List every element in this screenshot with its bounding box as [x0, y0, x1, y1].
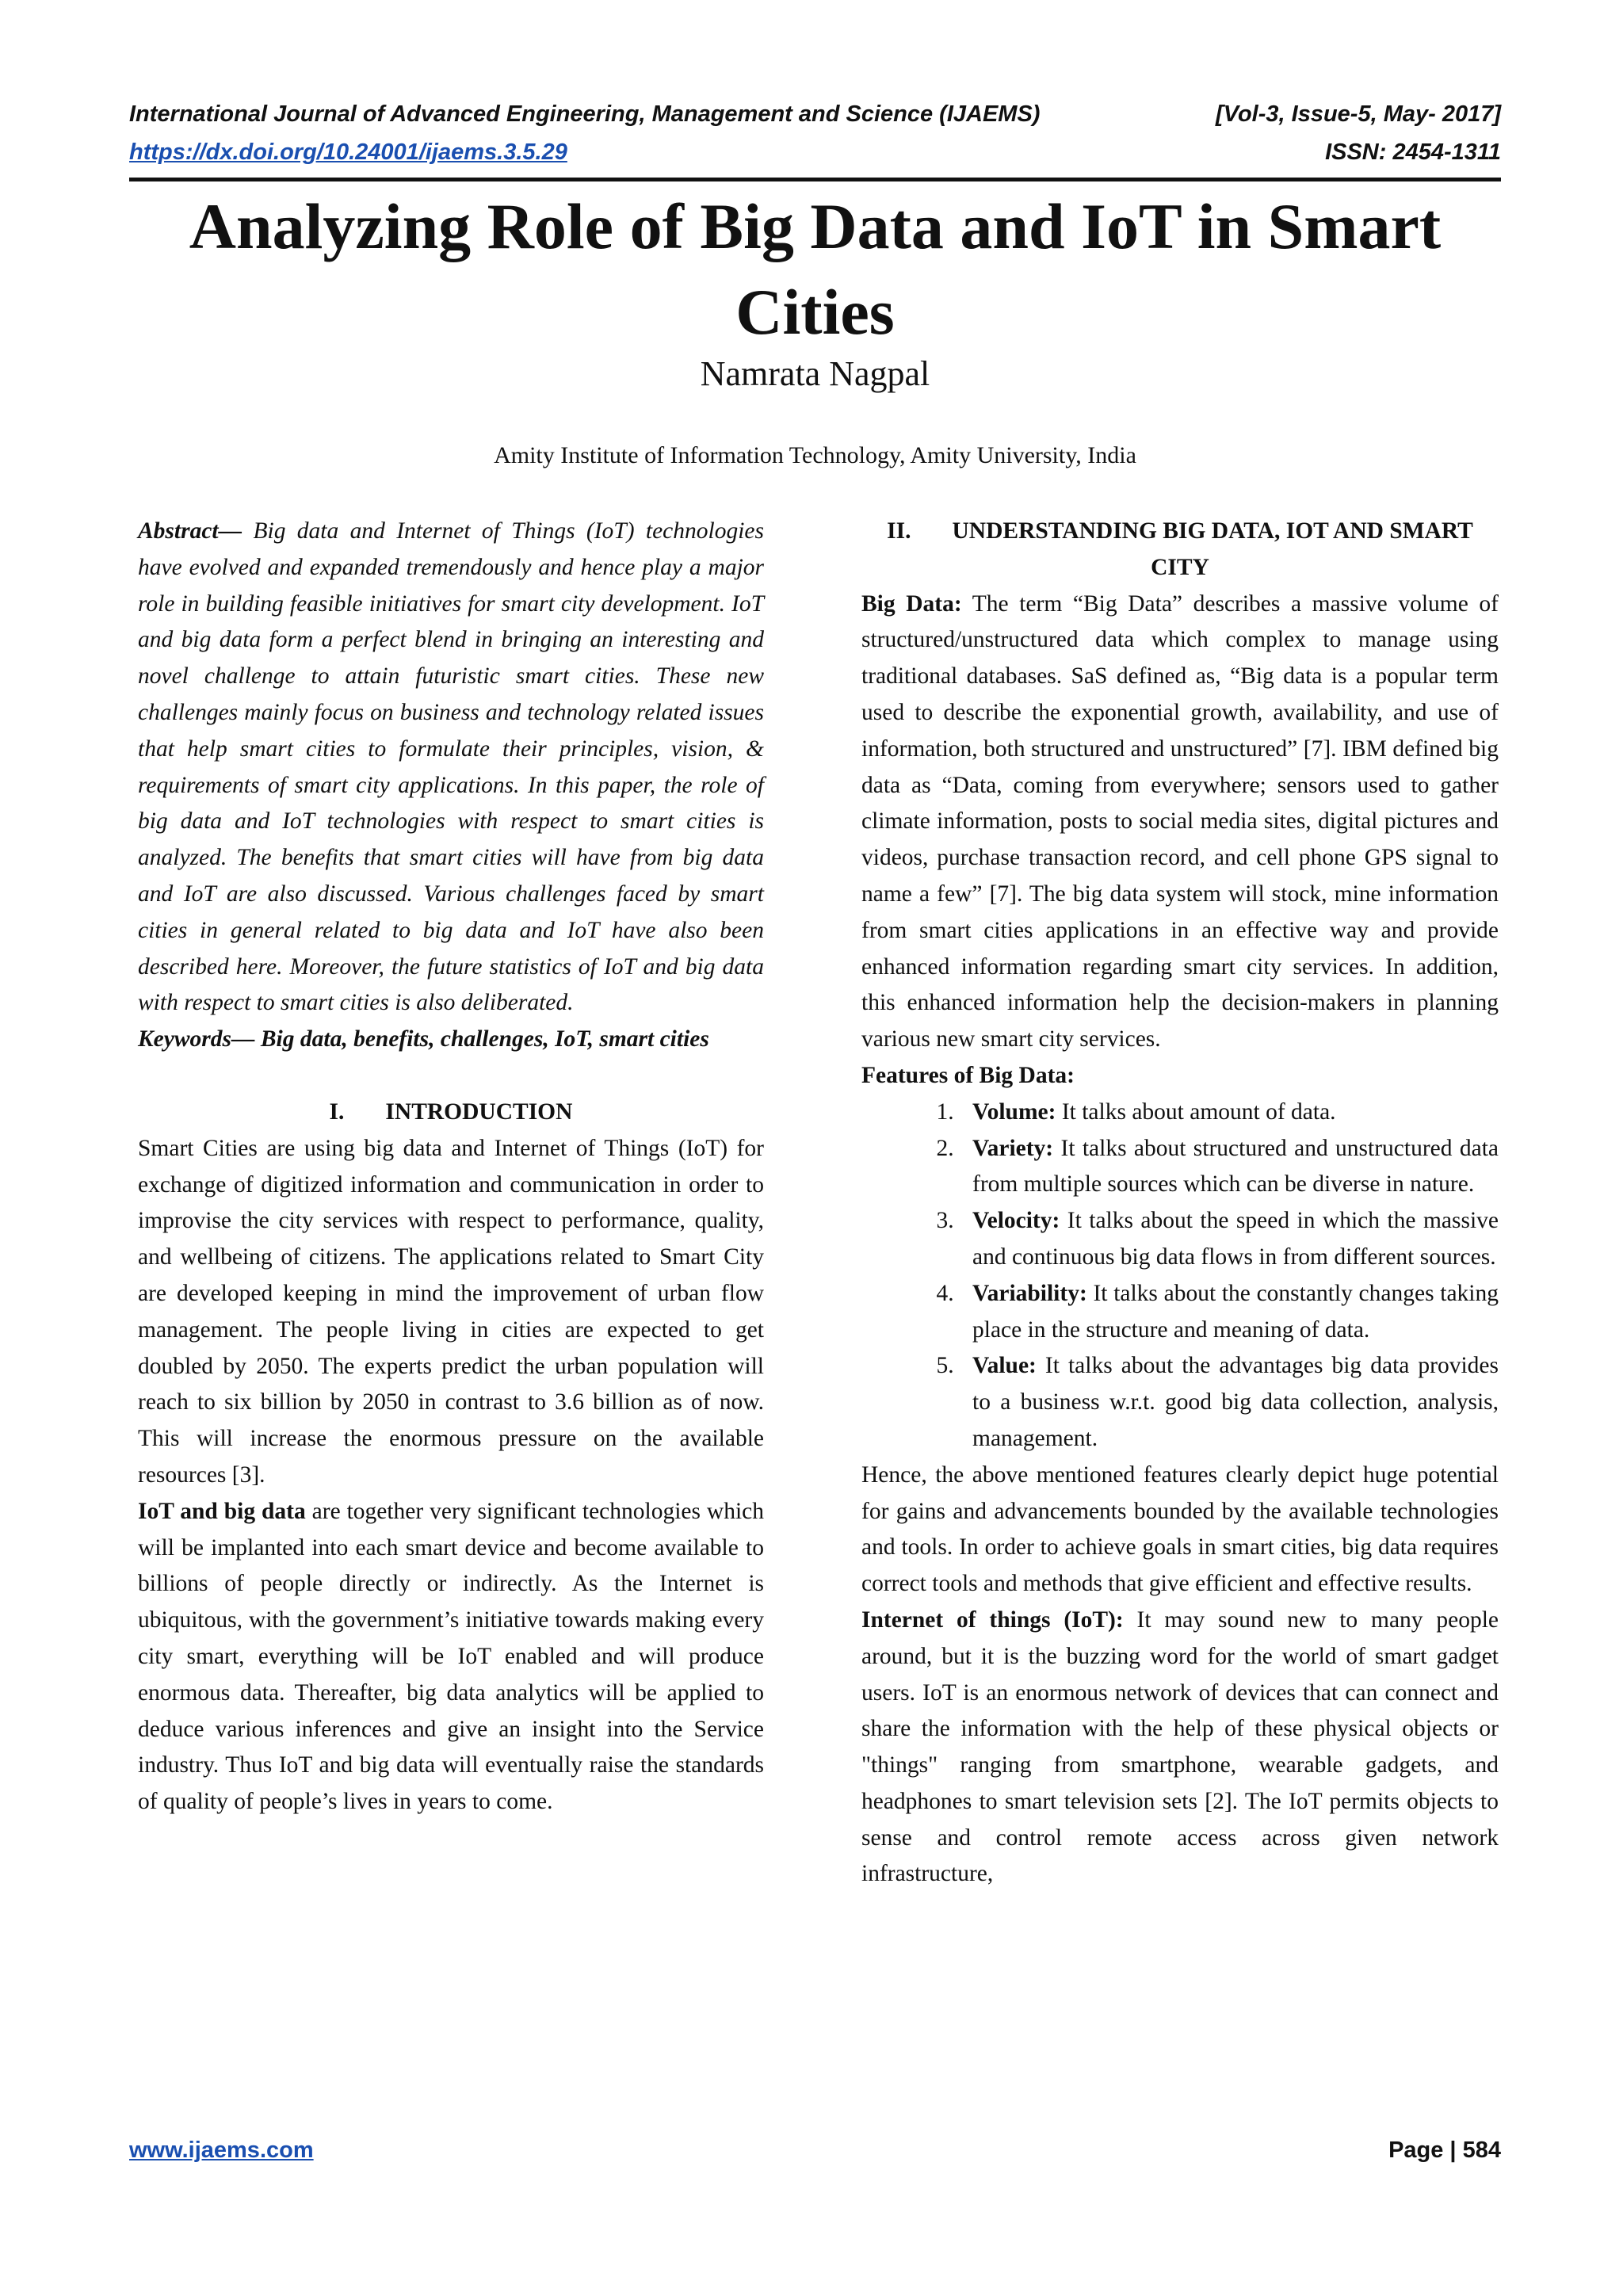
keywords — [138, 1022, 764, 1058]
paragraph-text: The term “Big Data” describes a massive volume of structured/unstructured data which complex to manage using traditional databases. SaS defined as, “Big data is a popular term used to describe the exponential growth, availability, and use of information, both structured and unstructured” [7]. IBM defined big data as “Data, coming from everywhere; sensors used to gather climate information, posts to social media sites, digital pictures and videos, purchase transaction record, and cell phone GPS signal to name a few” [7]. The big data system will stock, mine information from smart cities applications in an effective way and provide enhanced information regarding smart city services. In addition, this enhanced information help the decision-makers in planning various new smart city services. — [861, 590, 1499, 1052]
abstract-label: Abstract— — [138, 518, 242, 544]
section-title: INTRODUCTION — [385, 1098, 573, 1125]
paragraph-lead: IoT and big data — [138, 1498, 306, 1524]
list-item — [960, 1348, 1499, 1457]
paper-title: Analyzing Role of Big Data and IoT in Smart Cities — [189, 190, 1442, 348]
feature-term: Value: — [972, 1353, 1037, 1379]
doi-header — [129, 139, 1501, 166]
abstract-text: Big data and Internet of Things (IoT) technologies have evolved and expanded tremendously and hence play a major role in building feasible initiatives for smart city development. IoT and big data form a perfect blend in bringing an interesting and novel challenge to attain futuristic smart cities. These new challenges mainly focus on business and technology related issues that help smart cities to formulate their principles, vision, & requirements of smart city applications. In this paper, the role of big data and IoT technologies with respect to smart cities is analyzed. The benefits that smart cities will have from big data and IoT are also discussed. Various challenges faced by smart cities in general related to big data and IoT have also been described here. Moreover, the future statistics of IoT and big data with respect to smart cities is also deliberated. — [138, 518, 764, 1016]
section-heading-introduction — [138, 1095, 764, 1131]
list-item — [960, 1131, 1499, 1204]
feature-term: Volume: — [972, 1098, 1056, 1125]
list-item — [960, 1095, 1499, 1131]
author-name: Namrata Nagpal — [700, 354, 930, 393]
paragraph-lead: Big Data: — [861, 590, 962, 617]
section-number: I. — [329, 1098, 345, 1125]
feature-term: Variety: — [972, 1135, 1054, 1161]
abstract — [138, 514, 764, 1022]
journal-header — [129, 101, 1501, 128]
features-heading: Features of Big Data: — [861, 1062, 1075, 1088]
footer-website-link[interactable]: www.ijaems.com — [129, 2137, 314, 2163]
page-number: Page | 584 — [1388, 2137, 1501, 2163]
iot-paragraph — [861, 1603, 1499, 1893]
feature-term: Velocity: — [972, 1208, 1060, 1234]
right-column — [861, 514, 1499, 1893]
big-data-paragraph — [861, 586, 1499, 1058]
feature-desc: It talks about amount of data. — [1056, 1098, 1336, 1125]
list-item — [960, 1203, 1499, 1276]
paragraph-text: are together very significant technologies which will be implanted into each smart device and become available to billions of people directly or indirectly. As the Internet is ubiquitous, with the government’s initiative towards making every city smart, everything will be IoT enabled and will produce enormous data. Thereafter, big data analytics will be applied to deduce various inferences and give an insight into the Service industry. Thus IoT and big data will eventually raise the standards of quality of people’s lives in years to come. — [138, 1498, 764, 1815]
issn: ISSN: 2454-1311 — [1325, 139, 1501, 165]
feature-desc: It talks about the speed in which the massive and continuous big data flows in from different sources. — [972, 1208, 1499, 1270]
section-title: UNDERSTANDING BIG DATA, IOT AND SMART CITY — [952, 518, 1473, 580]
feature-desc: It talks about the constantly changes taking place in the structure and meaning of data. — [972, 1280, 1499, 1343]
intro-paragraph-1: Smart Cities are using big data and Internet of Things (IoT) for exchange of digitized information and communication in order to improvise the city services with respect to performance, quality, and wellbeing of citizens. The applications related to Smart City are developed keeping in mind the improvement of urban flow management. The people living in cities are expected to get doubled by 2050. The experts predict the urban population will reach to six billion by 2050 in contrast to 3.6 billion as of now. This will increase the enormous pressure on the available resources [3]. — [138, 1135, 764, 1488]
keywords-label: Keywords— — [138, 1026, 255, 1052]
affiliation: Amity Institute of Information Technology, Amity University, India — [494, 442, 1136, 468]
volume-issue: [Vol-3, Issue-5, May- 2017] — [1216, 101, 1501, 127]
section-heading-understanding — [861, 514, 1499, 586]
feature-term: Variability: — [972, 1280, 1087, 1306]
section-number: II. — [887, 518, 911, 544]
paragraph-lead: Internet of things (IoT): — [861, 1606, 1124, 1633]
header-rule — [129, 178, 1501, 181]
doi-link[interactable]: https://dx.doi.org/10.24001/ijaems.3.5.29 — [129, 139, 567, 165]
feature-desc: It talks about the advantages big data provides to a business w.r.t. good big data collection, analysis, management. — [972, 1353, 1499, 1451]
hence-paragraph: Hence, the above mentioned features clearly depict huge potential for gains and advancements bounded by the available technologies and tools. In order to achieve goals in smart cities, big data requires correct tools and methods that give efficient and effective results. — [861, 1461, 1499, 1597]
keywords-text: Big data, benefits, challenges, IoT, smart cities — [254, 1026, 709, 1052]
paragraph-text: It may sound new to many people around, but it is the buzzing word for the world of smart gadget users. IoT is an enormous network of devices that can connect and share the information with the help of these physical objects or "things" ranging from smartphone, wearable gadgets, and headphones to smart television sets [2]. The IoT permits objects to sense and control remote access across given network infrastructure, — [861, 1606, 1499, 1887]
journal-name: International Journal of Advanced Engineering, Management and Science (IJAEMS) — [129, 101, 1041, 127]
features-list — [861, 1095, 1499, 1457]
intro-paragraph-2 — [138, 1494, 764, 1820]
left-column — [138, 514, 764, 1820]
feature-desc: It talks about structured and unstructured data from multiple sources which can be diverse in nature. — [972, 1135, 1499, 1198]
list-item — [960, 1276, 1499, 1349]
